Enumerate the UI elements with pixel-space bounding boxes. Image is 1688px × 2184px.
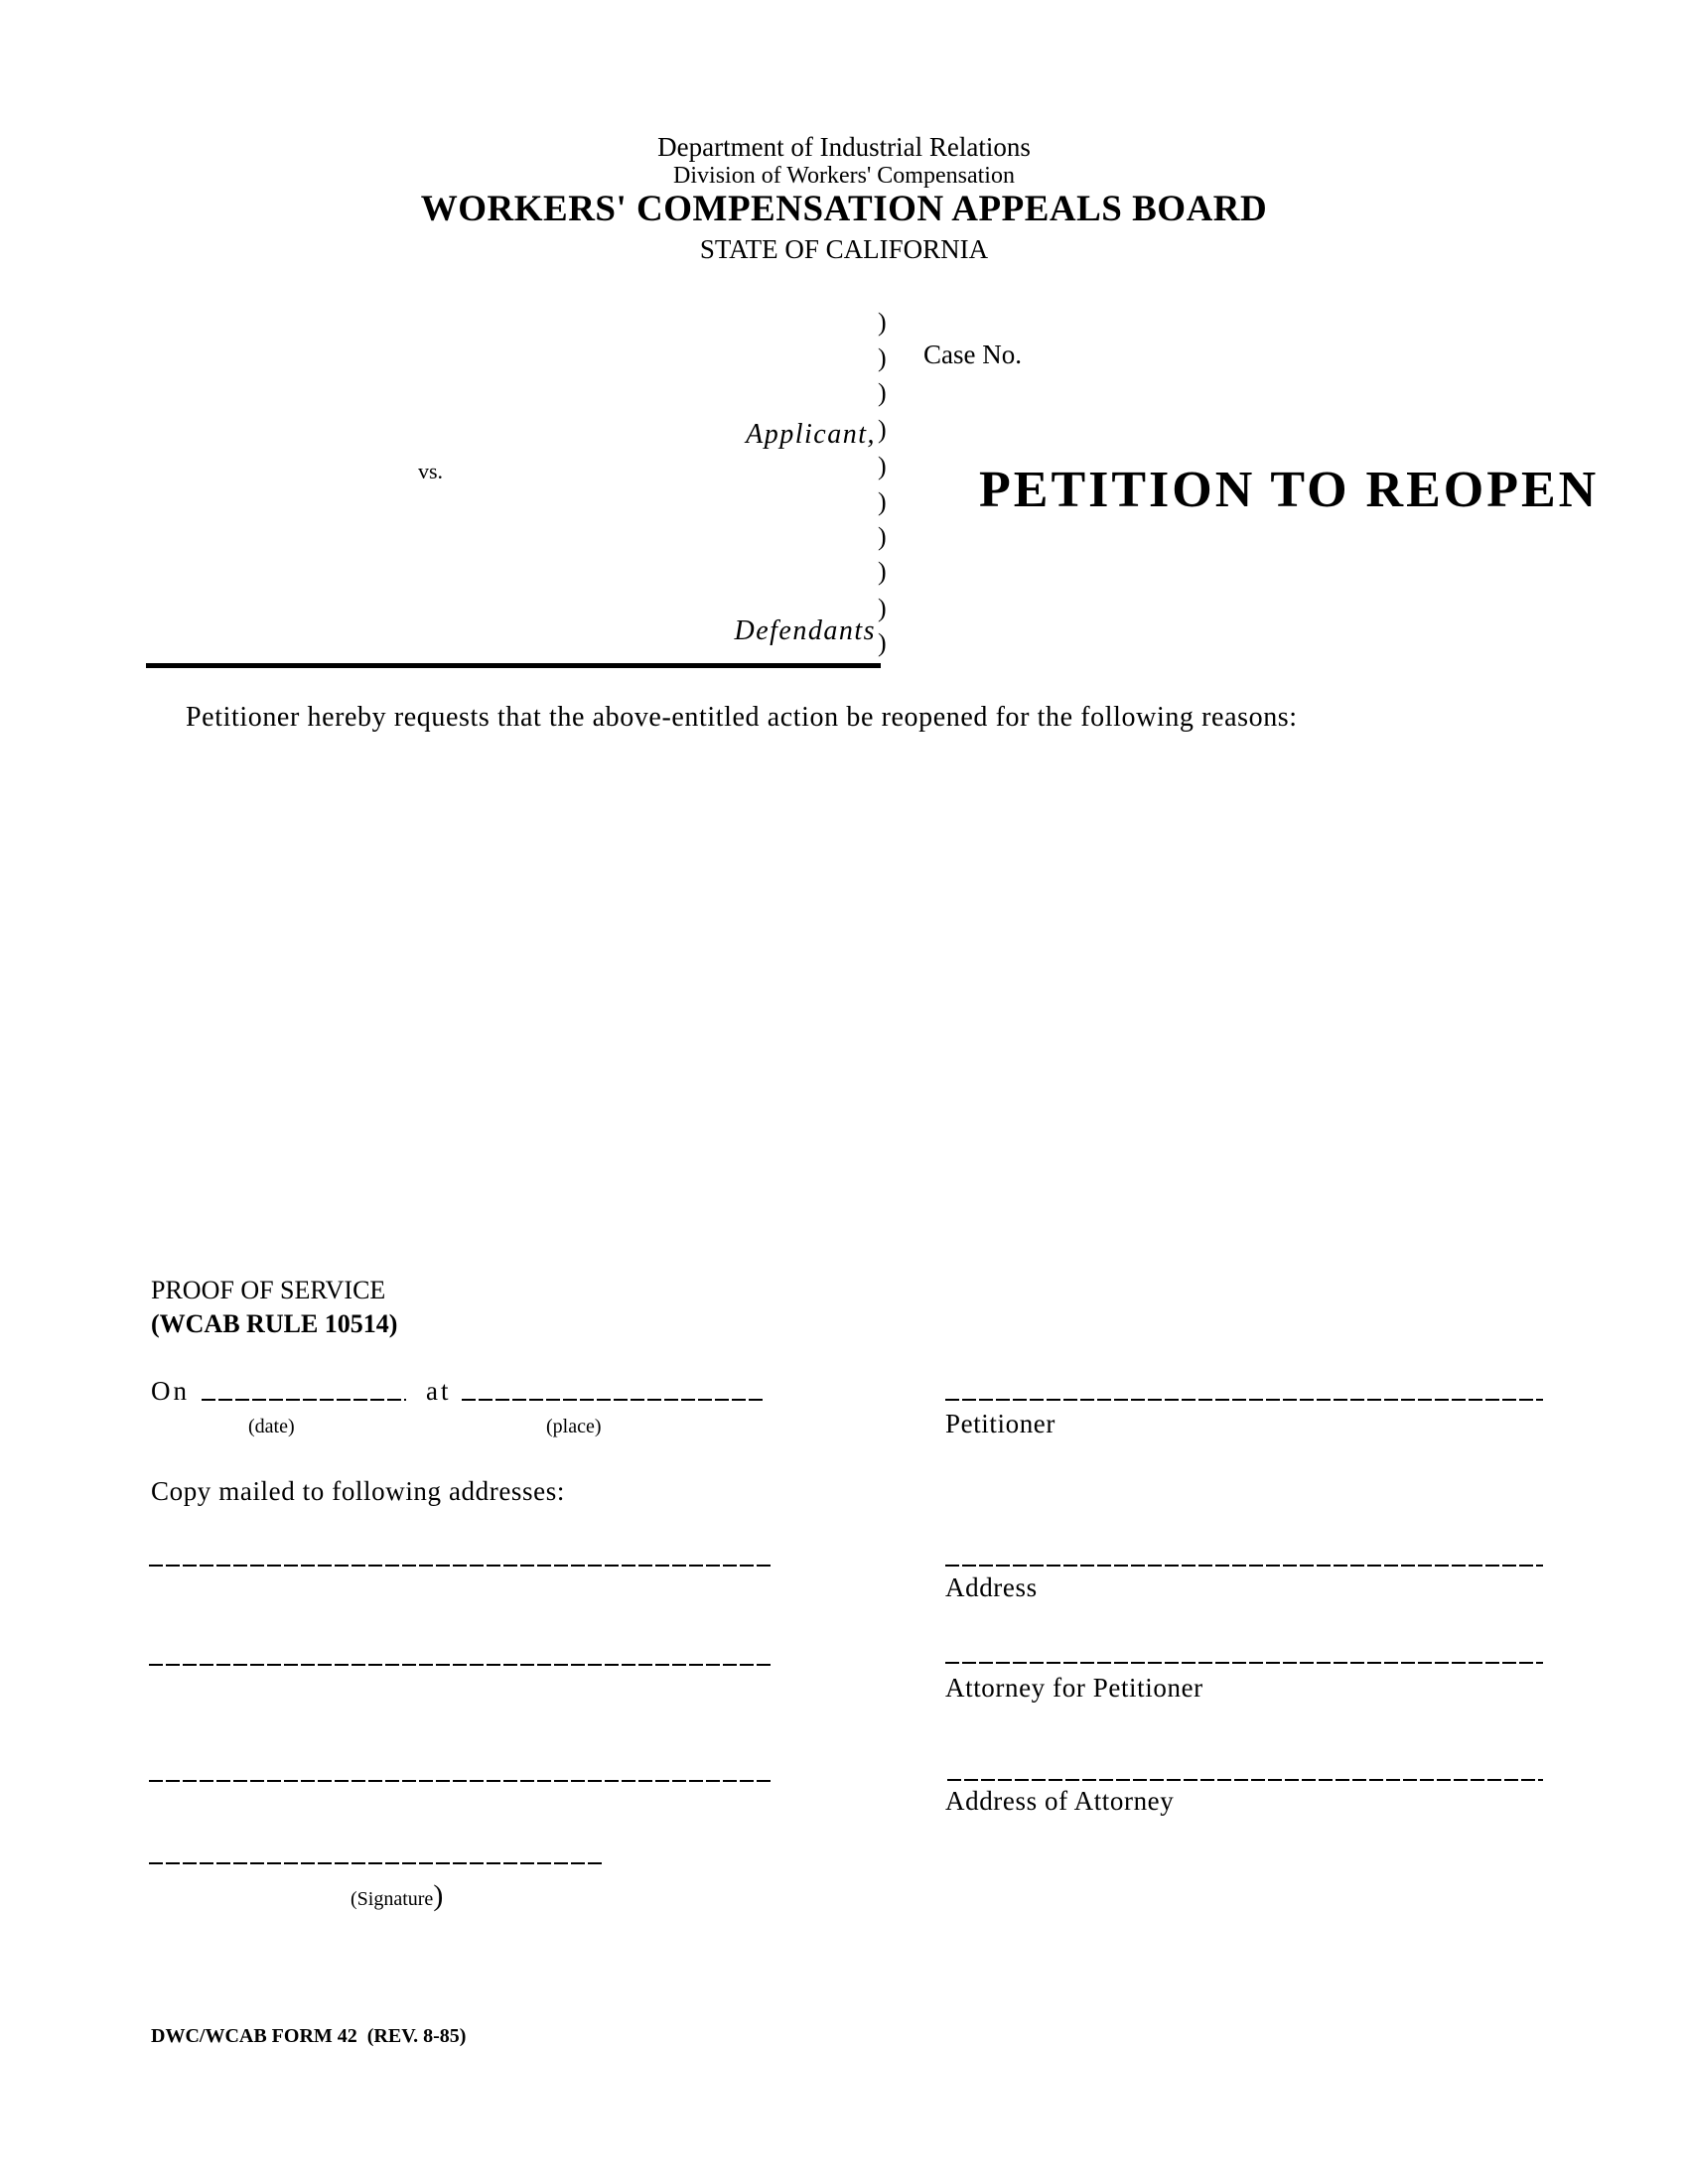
at-label: at bbox=[426, 1376, 452, 1406]
signature-caption-paren: ) bbox=[433, 1879, 444, 1912]
caption-paren: ) bbox=[878, 343, 887, 372]
header-board: WORKERS' COMPENSATION APPEALS BOARD bbox=[420, 189, 1268, 229]
document-title: PETITION TO REOPEN bbox=[979, 462, 1600, 518]
attorney-for-petitioner-label: Attorney for Petitioner bbox=[945, 1673, 1203, 1703]
header-state: STATE OF CALIFORNIA bbox=[699, 234, 989, 264]
caption-paren: ) bbox=[878, 308, 887, 337]
caption-paren: ) bbox=[878, 557, 887, 586]
caption-paren: ) bbox=[878, 415, 887, 444]
address-of-attorney-label: Address of Attorney bbox=[945, 1786, 1175, 1816]
caption-paren: ) bbox=[878, 487, 887, 516]
header-department: Department of Industrial Relations bbox=[657, 132, 1031, 162]
header-division: Division of Workers' Compensation bbox=[673, 163, 1015, 189]
date-caption: (date) bbox=[248, 1416, 295, 1437]
petitioner-address-line[interactable] bbox=[945, 1565, 1543, 1567]
applicant-label: Applicant, bbox=[746, 419, 876, 450]
place-caption: (place) bbox=[546, 1416, 602, 1437]
copy-mailed-label: Copy mailed to following addresses: bbox=[151, 1476, 565, 1506]
case-no-field[interactable] bbox=[1043, 341, 1539, 371]
signature-caption bbox=[351, 1881, 443, 1911]
reasons-field[interactable] bbox=[186, 754, 1546, 1251]
wcab-rule-label: (WCAB RULE 10514) bbox=[151, 1309, 398, 1338]
caption-paren: ) bbox=[878, 594, 887, 622]
on-label: On bbox=[151, 1376, 190, 1406]
address-label: Address bbox=[945, 1572, 1038, 1602]
caption-paren: ) bbox=[878, 628, 887, 657]
date-field[interactable] bbox=[202, 1399, 406, 1401]
case-no-label: Case No. bbox=[923, 340, 1022, 369]
signature-line[interactable] bbox=[149, 1862, 602, 1864]
proof-of-service-heading: PROOF OF SERVICE bbox=[151, 1276, 386, 1304]
request-statement: Petitioner hereby requests that the above-entitled action be reopened for the following reasons: bbox=[186, 702, 1298, 733]
attorney-address-line[interactable] bbox=[947, 1779, 1543, 1781]
caption-paren: ) bbox=[878, 378, 887, 407]
place-field[interactable] bbox=[462, 1399, 766, 1401]
caption-paren: ) bbox=[878, 452, 887, 480]
attorney-signature-line[interactable] bbox=[945, 1662, 1543, 1664]
form-identifier: DWC/WCAB FORM 42 (REV. 8-85) bbox=[151, 2025, 467, 2047]
caption-paren: ) bbox=[878, 522, 887, 551]
petitioner-signature-line[interactable] bbox=[945, 1399, 1543, 1401]
address-line-2[interactable] bbox=[149, 1664, 771, 1666]
defendants-label: Defendants bbox=[734, 615, 876, 646]
petitioner-label: Petitioner bbox=[945, 1409, 1055, 1438]
caption-divider-line bbox=[146, 663, 881, 668]
signature-caption-text: (Signature bbox=[351, 1888, 434, 1910]
address-line-3[interactable] bbox=[149, 1780, 771, 1782]
address-line-1[interactable] bbox=[149, 1565, 771, 1567]
vs-label: vs. bbox=[418, 459, 444, 483]
